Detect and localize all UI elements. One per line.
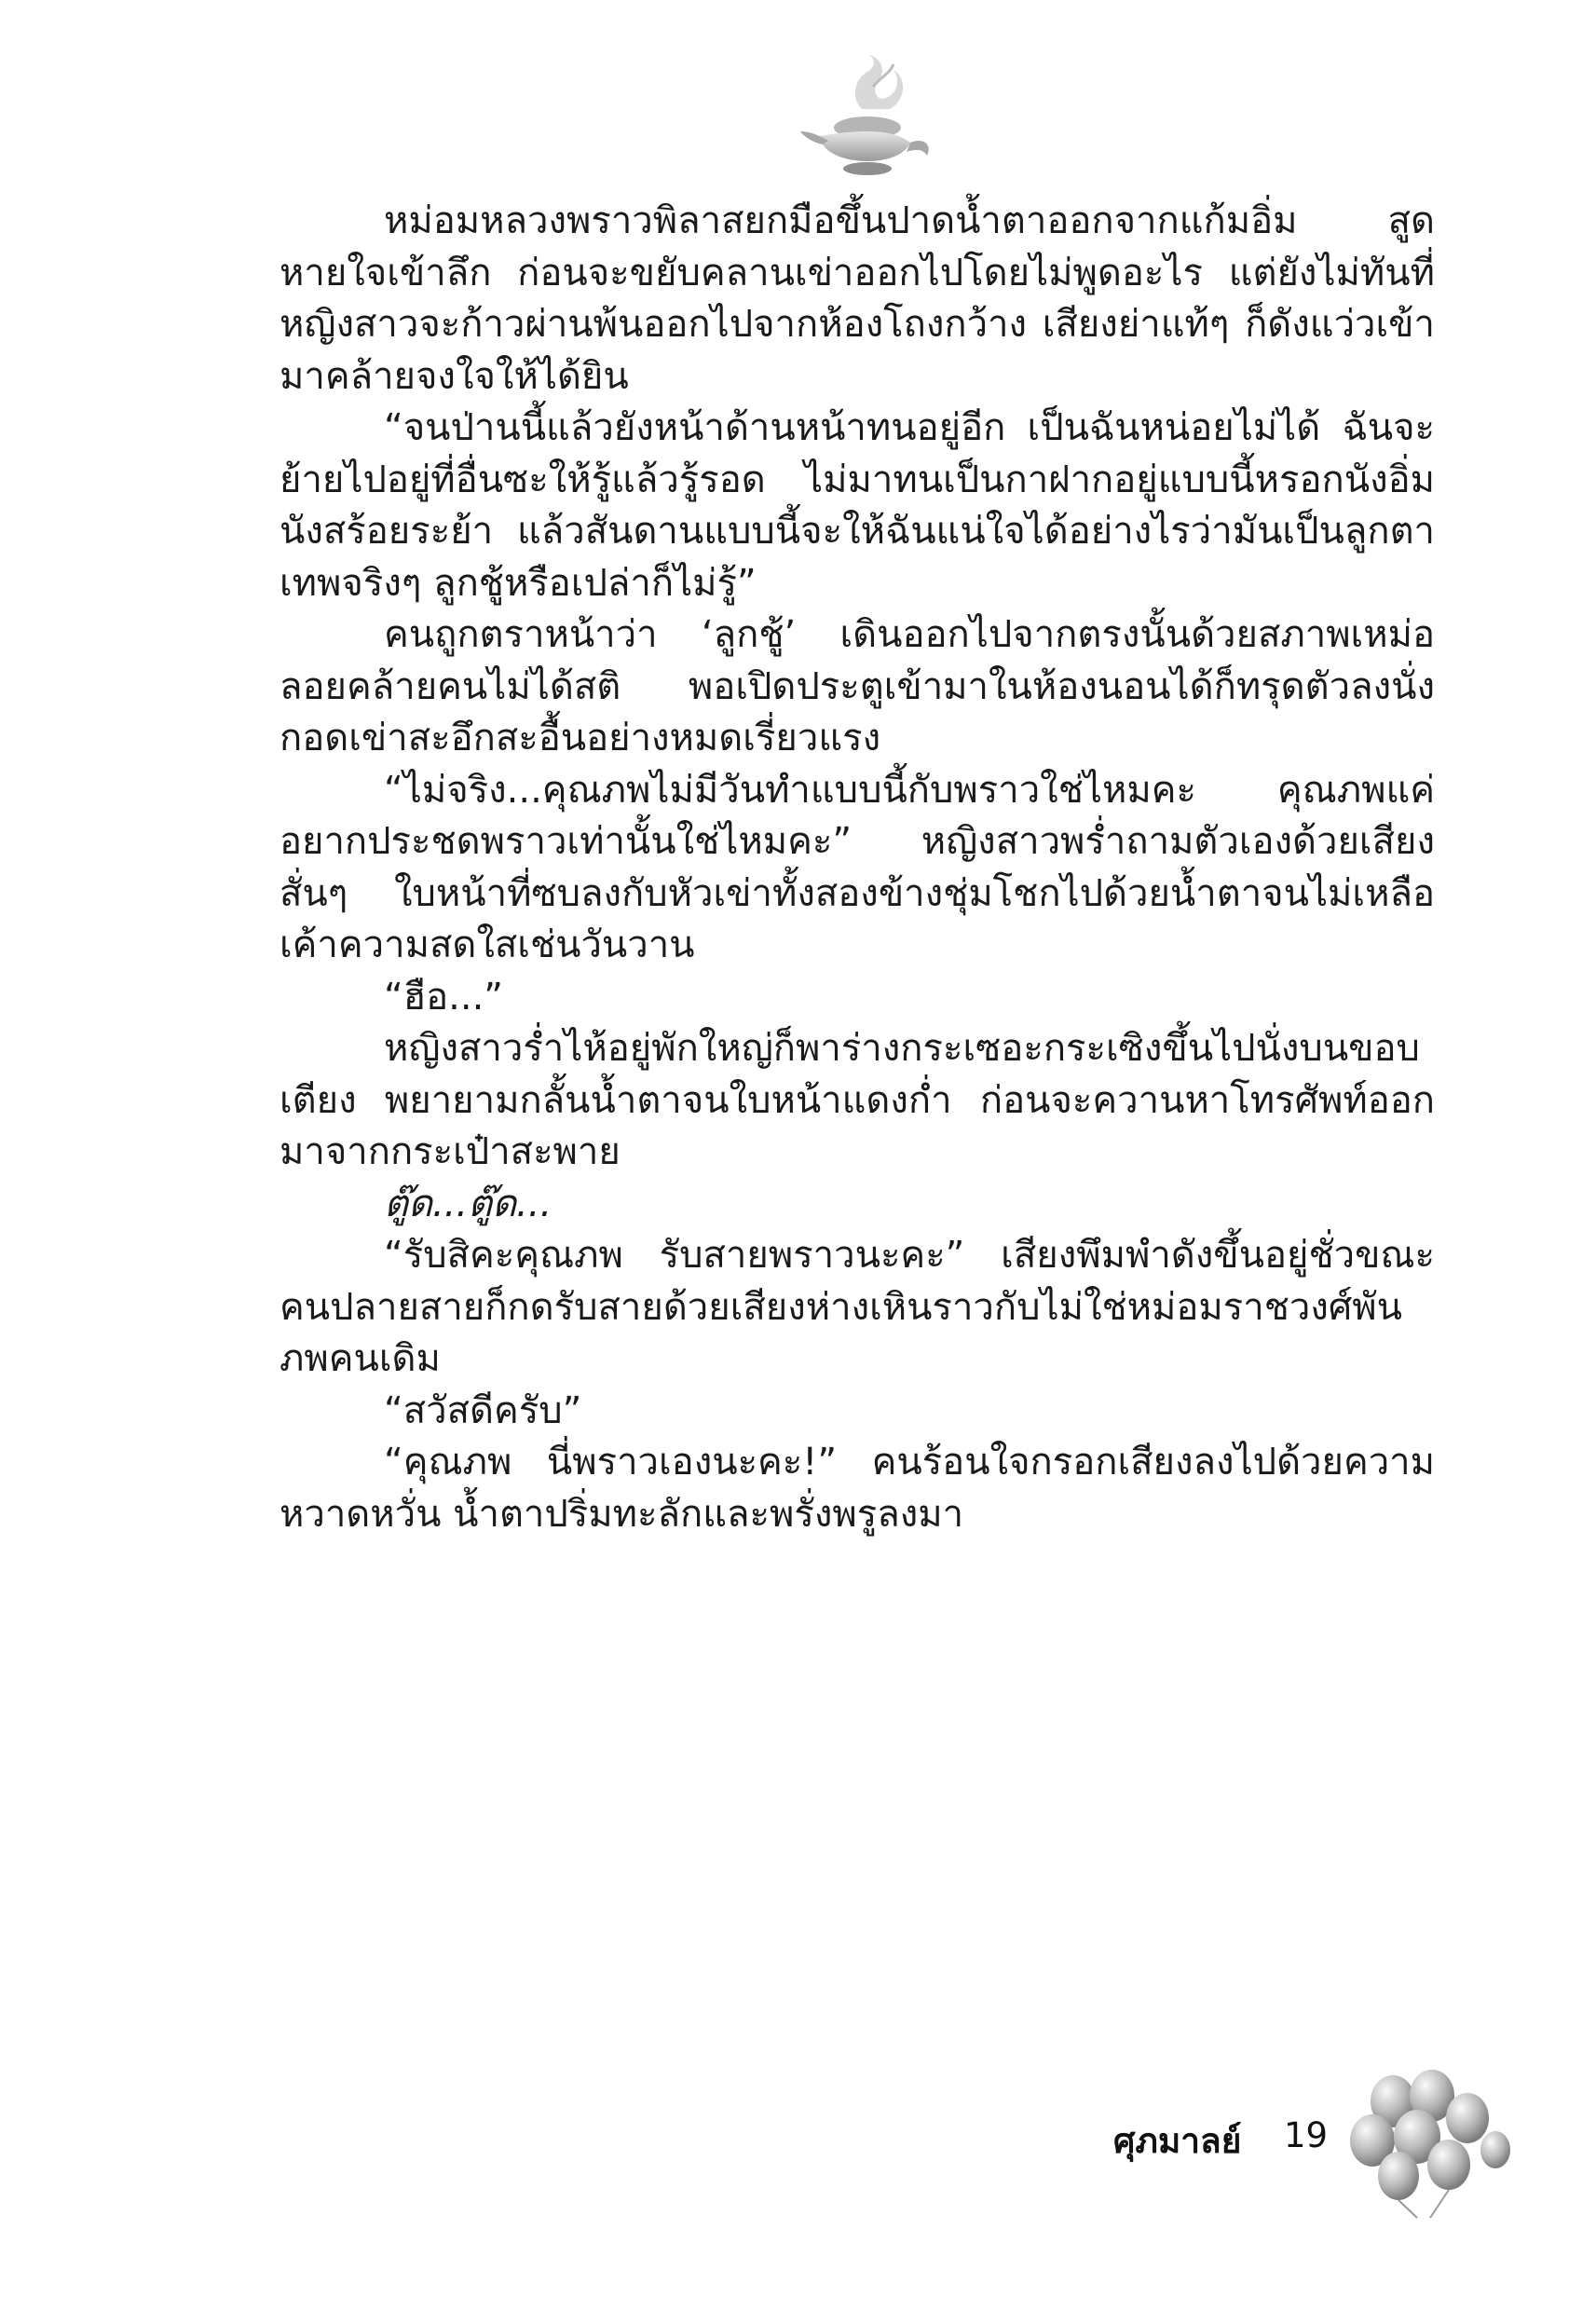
paragraph: หม่อมหลวงพราวพิลาสยกมือขึ้นปาดน้ำตาออกจากแก้มอิ่ม สูดหายใจเข้าลึก ก่อนจะขยับคลานเข่าออกไปโดยไม่พูดอะไร แต่ยังไม่ทันที่หญิงสาวจะก้าวผ่านพ้นออกไปจากห้องโถงกว้าง เสียงย่าแท้ๆ ก็ดังแว่วเข้ามาคล้ายจงใจให้ได้ยิน: [280, 199, 1435, 398]
paragraph: “คุณภพ นี่พราวเองนะคะ!” คนร้อนใจกรอกเสียงลงไปด้วยความหวาดหวั่น น้ำตาปริ่มทะลักและพรั่งพรูลงมา: [280, 1441, 1435, 1536]
paragraph: “สวัสดีครับ”: [384, 1388, 582, 1432]
paragraph: คนถูกตราหน้าว่า ‘ลูกชู้’ เดินออกไปจากตรงนั้นด้วยสภาพเหม่อลอยคล้ายคนไม่ได้สติ พอเปิดประตูเข้ามาในห้องนอนได้ก็ทรุดตัวลงนั่งกอดเข่าสะอึกสะอื้นอย่างหมดเรี่ยวแรง: [280, 613, 1435, 759]
footer-author: ศุภมาลย์: [1113, 2121, 1242, 2161]
paragraph: “ฮือ...”: [384, 975, 504, 1019]
paragraph: หญิงสาวร่ำไห้อยู่พักใหญ่ก็พาร่างกระเซอะกระเซิงขึ้นไปนั่งบนขอบเตียง พยายามกลั้นน้ำตาจนใบหน้าแดงก่ำ ก่อนจะควานหาโทรศัพท์ออกมาจากกระเป๋าสะพาย: [280, 1027, 1435, 1173]
balloons-icon: [1328, 2064, 1514, 2222]
paragraph: “รับสิคะคุณภพ รับสายพราวนะคะ” เสียงพึมพำดังขึ้นอยู่ชั่วขณะ คนปลายสายก็กดรับสายด้วยเสียงห่างเหินราวกับไม่ใช่หม่อมราชวงศ์พันภพคนเดิม: [280, 1234, 1435, 1380]
paragraph: “ไม่จริง...คุณภพไม่มีวันทำแบบนี้กับพราวใช่ไหมคะ คุณภพแค่อยากประชดพราวเท่านั้นใช่ไหมคะ” หญิงสาวพร่ำถามตัวเองด้วยเสียงสั่นๆ ใบหน้าที่ซบลงกับหัวเข่าทั้งสองข้างชุ่มโชกไปด้วยน้ำตาจนไม่เหลือเค้าความสดใสเช่นวันวาน: [280, 768, 1435, 966]
phone-ring-sound: ตู๊ด...ตู๊ด...: [384, 1182, 552, 1225]
chapter-text: [280, 196, 1435, 1540]
page-number: 19: [1284, 2115, 1329, 2155]
paragraph: “จนป่านนี้แล้วยังหน้าด้านหน้าทนอยู่อีก เป็นฉันหน่อยไม่ได้ ฉันจะย้ายไปอยู่ที่อื่นซะให้รู้แล้วรู้รอด ไม่มาทนเป็นกาฝากอยู่แบบนี้หรอกนังอิ่ม นังสร้อยระย้า แล้วสันดานแบบนี้จะให้ฉันแน่ใจได้อย่างไรว่ามันเป็นลูกตาเทพจริงๆ ลูกชู้หรือเปล่าก็ไม่รู้”: [280, 406, 1435, 605]
genie-lamp-icon: [797, 51, 936, 182]
